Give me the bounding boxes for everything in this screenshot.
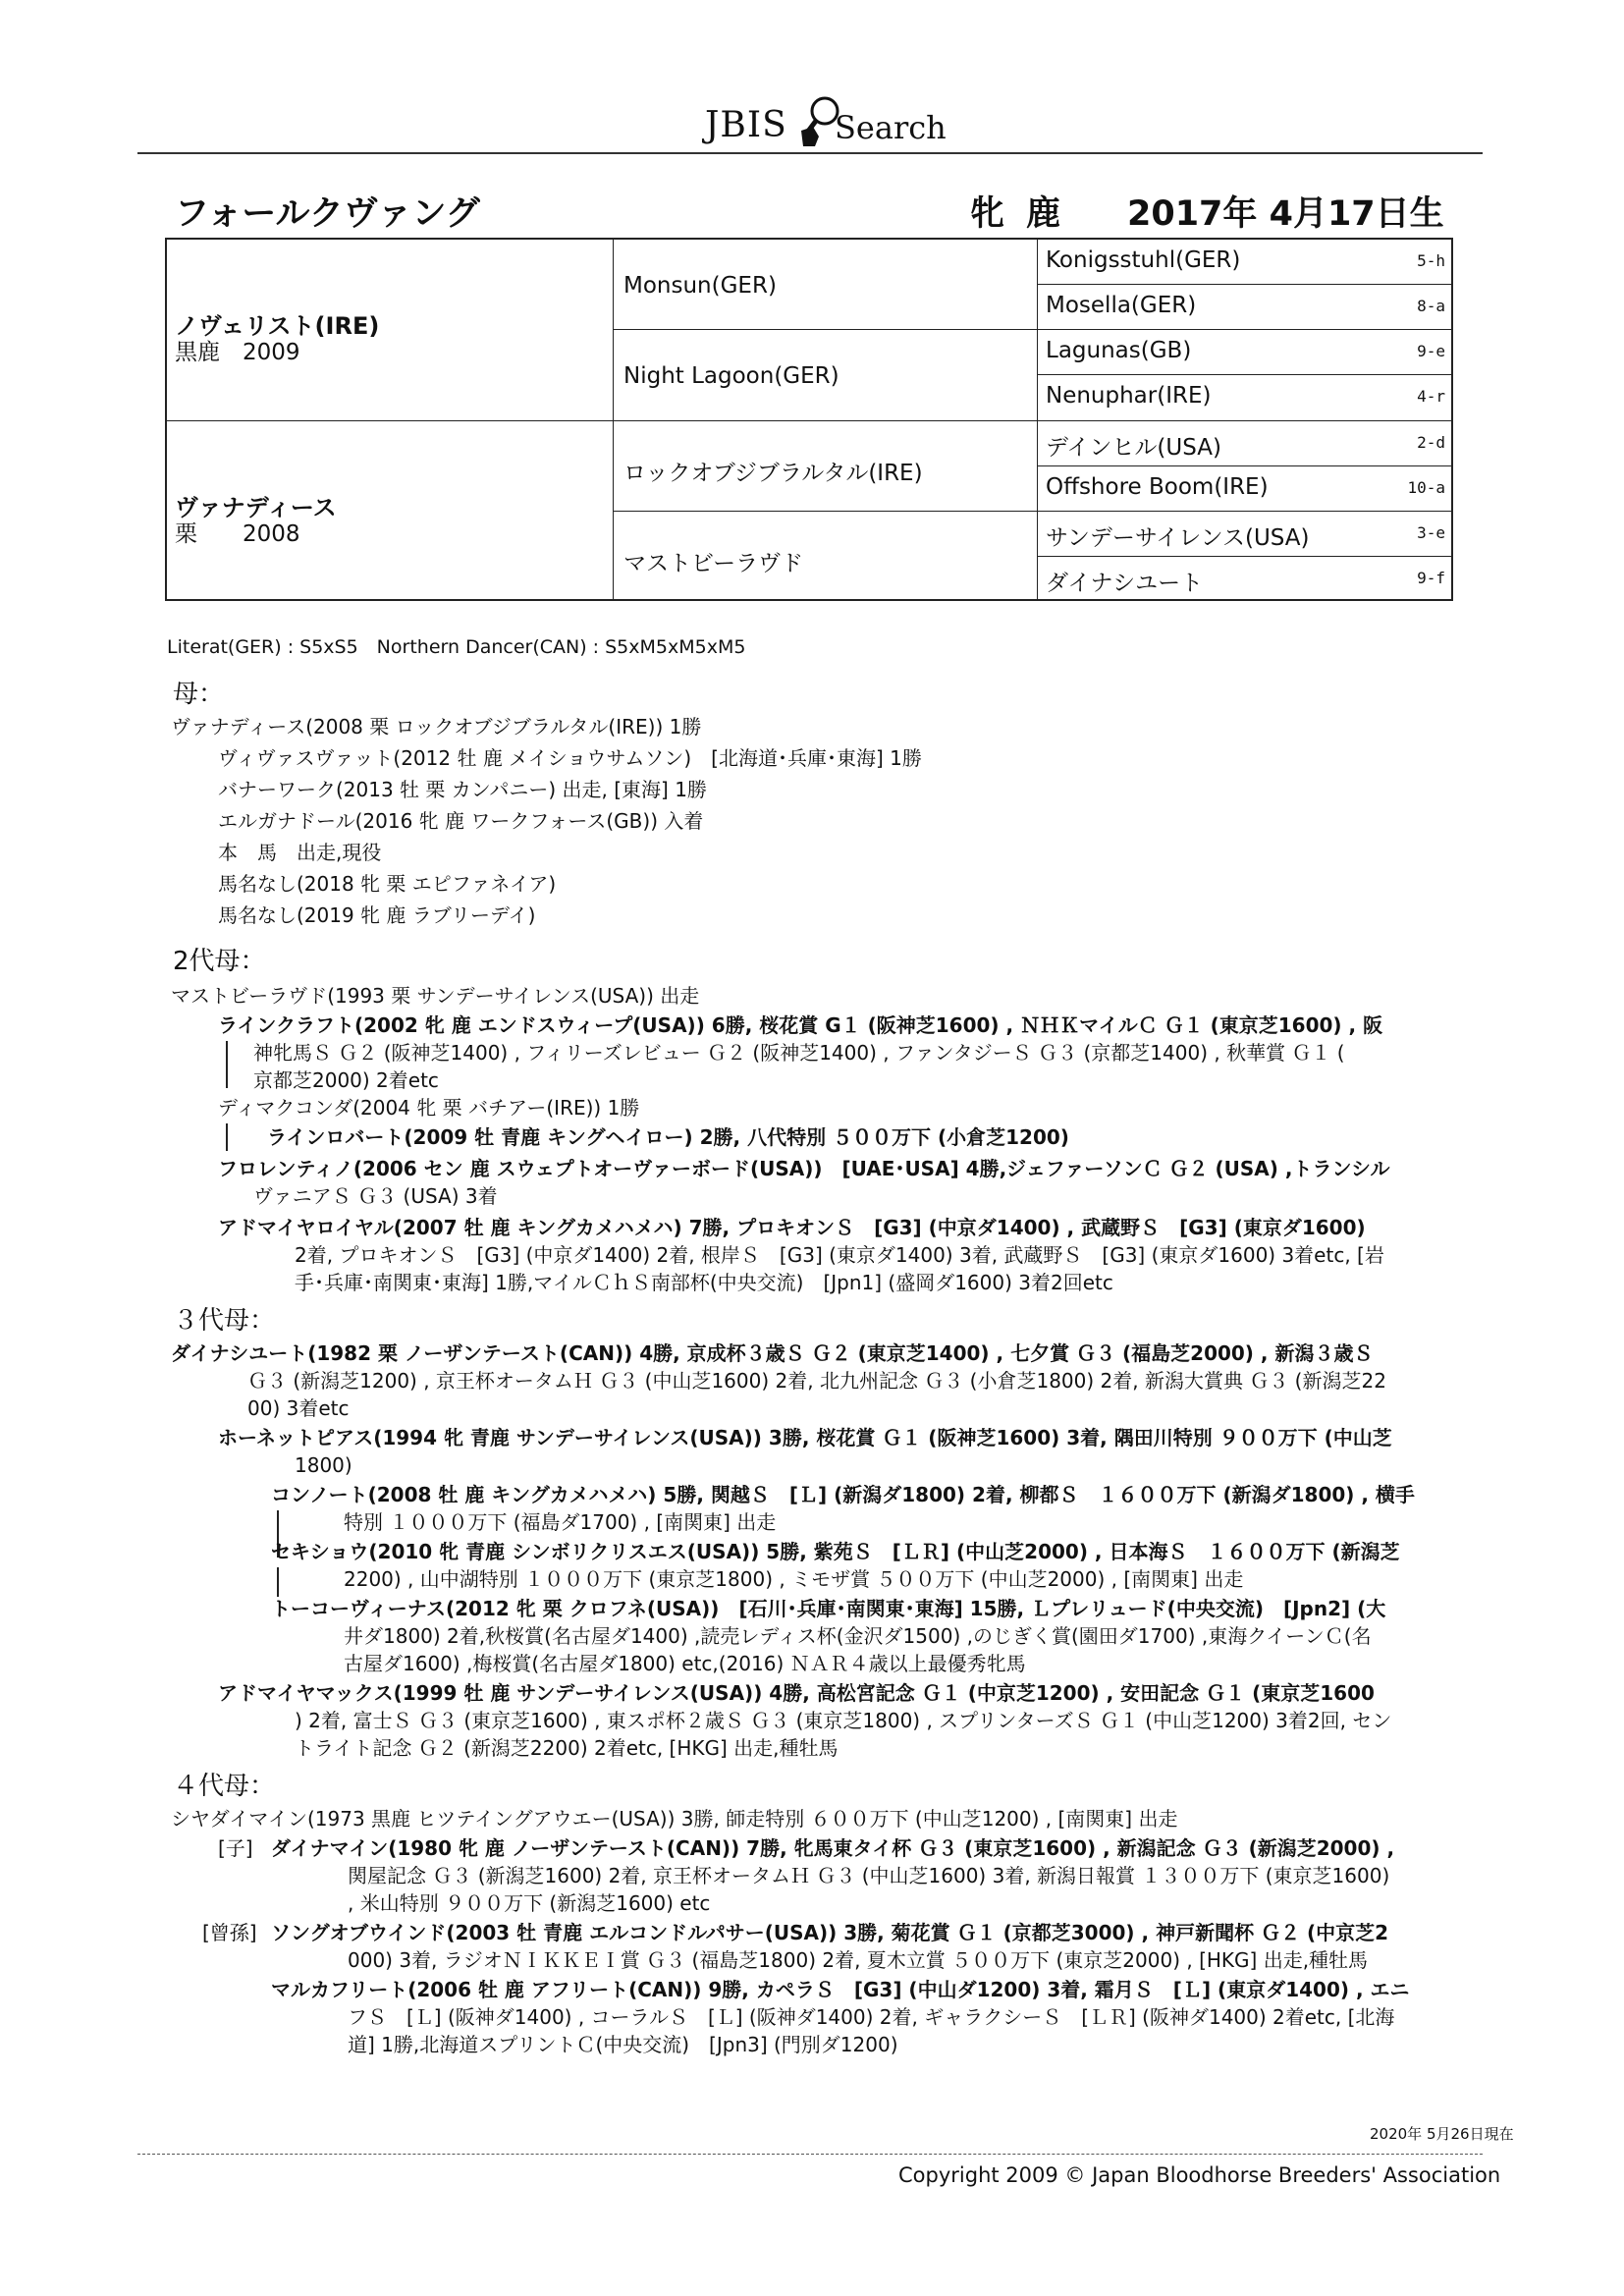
descendant-line: 特別 １０００万下 (福島ダ1700) , [南関東] 出走 <box>344 1510 777 1534</box>
descendant-line: ) 2着, 富士Ｓ Ｇ３ (東京芝1600) , 東スポ杯２歳Ｓ Ｇ３ (東京芝1800) , スプリンターズＳ Ｇ１ (中山芝1200) 3着2回, セン <box>295 1709 1392 1732</box>
section-heading-4th-dam: ４代母： <box>173 1772 276 1801</box>
g2-name: Monsun(GER) <box>623 273 777 299</box>
sibling-line: ヴィヴァスヴァット(2012 牡 鹿 メイショウサムソン) [北海道･兵庫･東海] 1勝 <box>218 746 922 770</box>
pedigree-g2-cell <box>614 421 1038 512</box>
descendant-line: 関屋記念 Ｇ３ (新潟芝1600) 2着, 京王杯オータムＨ Ｇ３ (中山芝1600) 3着, 新潟日報賞 １３００万下 (東京芝1600) <box>348 1864 1390 1887</box>
descendant-line: フＳ [Ｌ] (阪神ダ1400) , コーラルＳ [Ｌ] (阪神ダ1400) 2着, ギャラクシーＳ [ＬＲ] (阪神ダ1400) 2着etc, [北海 <box>348 2005 1395 2029</box>
g3-name: デインヒル(USA) <box>1046 435 1221 461</box>
descendant-line: 手･兵庫･南関東･東海] 1勝,マイルＣｈＳ南部杯(中央交流) [Jpn1] (盛岡ダ1600) 3着2回etc <box>295 1271 1113 1294</box>
dam-name: ヴァナディース <box>175 494 337 521</box>
g3-name: Nenuphar(IRE) <box>1046 383 1212 409</box>
descendant-line: 2着, プロキオンＳ [G3] (中京ダ1400) 2着, 根岸Ｓ [G3] (東京ダ1400) 3着, 武蔵野Ｓ [G3] (東京ダ1600) 3着etc, [岩 <box>295 1243 1384 1267</box>
descendant-line: アドマイヤマックス(1999 牡 鹿 サンデーサイレンス(USA)) 4勝, 高松宮記念 Ｇ１ (中京芝1200) , 安田記念 Ｇ１ (東京芝1600 <box>218 1681 1375 1705</box>
section-heading-2nd-dam: 2代母： <box>173 947 266 976</box>
descendant-line: 古屋ダ1600) ,梅桜賞(名古屋ダ1800) etc,(2016) ＮＡＲ４歳以上最優秀牝馬 <box>344 1652 1026 1675</box>
g2-name: ロックオブジブラルタル(IRE) <box>623 461 923 486</box>
horse-birth-date: 2017年 4月17日生 <box>1127 194 1444 234</box>
descendant-line: 000) 3着, ラジオＮＩＫＫＥＩ賞 Ｇ３ (福島芝1800) 2着, 夏木立賞 ５００万下 (東京芝2000) , [HKG] 出走,種牡馬 <box>348 1948 1369 1972</box>
descendant-line: フロレンティノ(2006 セン 鹿 スウェプトオーヴァーボード(USA)) [UAE･USA] 4勝,ジェファーソンＣ Ｇ２ (USA) ,トランシル <box>218 1157 1390 1180</box>
descendant-line: ソングオブウインド(2003 牡 青鹿 エルコンドルパサー(USA)) 3勝, 菊花賞 Ｇ１ (京都芝3000) , 神戸新聞杯 Ｇ２ (中京芝2 <box>271 1921 1389 1944</box>
third-dam-line: 00) 3着etc <box>247 1396 350 1420</box>
sire-name: ノヴェリスト(IRE) <box>175 312 380 340</box>
as-of-date: 2020年 5月26日現在 <box>1370 2125 1514 2143</box>
pedigree-g2-cell <box>614 240 1038 330</box>
descendant-line: 京都芝2000) 2着etc <box>253 1068 439 1092</box>
sibling-line: エルガナドール(2016 牝 鹿 ワークフォース(GB)) 入着 <box>218 809 704 833</box>
g3-name: Offshore Boom(IRE) <box>1046 474 1269 500</box>
footer-rule <box>137 2154 1483 2155</box>
descendant-line: ディマクコンダ(2004 牝 栗 バチアー(IRE)) 1勝 <box>218 1096 640 1120</box>
descendant-line: ラインクラフト(2002 牝 鹿 エンドスウィープ(USA)) 6勝, 桜花賞 G１ (阪神芝1600) , ＮＨＫマイルＣ Ｇ１ (東京芝1600) , 阪 <box>218 1013 1383 1037</box>
descendant-line: 1800) <box>295 1453 352 1477</box>
relation-label: [子] <box>218 1836 253 1860</box>
jbis-logo <box>687 93 947 152</box>
sibling-line: バナーワーク(2013 牡 栗 カンパニー) 出走, [東海] 1勝 <box>218 778 707 801</box>
lineage-bar <box>277 1567 279 1597</box>
logo-text-jbis: JBIS <box>705 105 787 145</box>
pedigree-dam-cell <box>167 421 614 601</box>
section-heading-3rd-dam: ３代母： <box>173 1306 276 1336</box>
pedigree-g3-cell <box>1038 330 1453 375</box>
family-number: 10-a <box>1407 478 1445 497</box>
descendant-line: コンノート(2008 牡 鹿 キングカメハメハ) 5勝, 関越Ｓ [Ｌ] (新潟ダ1800) 2着, 柳都Ｓ １６００万下 (新潟ダ1800) , 横手 <box>271 1483 1415 1506</box>
pedigree-g3-cell <box>1038 285 1453 330</box>
descendant-line: ダイナマイン(1980 牝 鹿 ノーザンテースト(CAN)) 7勝, 牝馬東タイ杯 Ｇ３ (東京芝1600) , 新潟記念 Ｇ３ (新潟芝2000) , <box>271 1836 1395 1860</box>
pedigree-g2-cell <box>614 330 1038 421</box>
pedigree-g3-cell <box>1038 557 1453 601</box>
lineage-bar <box>226 1041 228 1088</box>
header-rule <box>137 152 1483 154</box>
family-number: 4-r <box>1417 387 1445 406</box>
inbreeding-note: Literat(GER) : S5xS5 Northern Dancer(CAN) : S5xM5xM5xM5 <box>167 636 746 658</box>
pedigree-g3-cell <box>1038 240 1453 285</box>
dam-line: ヴァナディース(2008 栗 ロックオブジブラルタル(IRE)) 1勝 <box>171 715 702 738</box>
descendant-line: マルカフリート(2006 牡 鹿 アフリート(CAN)) 9勝, カペラＳ [G3] (中山ダ1200) 3着, 霜月Ｓ [Ｌ] (東京ダ1400) , エニ <box>271 1978 1410 2001</box>
descendant-line: 井ダ1800) 2着,秋桜賞(名古屋ダ1400) ,読売レディス杯(金沢ダ1500) ,のじぎく賞(園田ダ1700) ,東海クイーンＣ(名 <box>344 1624 1372 1648</box>
sire-info: 黒鹿 2009 <box>175 340 300 365</box>
descendant-line: 神牝馬Ｓ Ｇ２ (阪神芝1400) , フィリーズレビュー Ｇ２ (阪神芝1400) , ファンタジーＳ Ｇ３ (京都芝1400) , 秋華賞 Ｇ１ ( <box>253 1041 1345 1065</box>
family-number: 9-f <box>1417 569 1445 587</box>
sibling-line: 馬名なし(2018 牝 栗 エピファネイア) <box>218 872 557 896</box>
family-number: 2-d <box>1417 433 1445 452</box>
pedigree-table <box>165 238 1453 601</box>
pedigree-sire-cell <box>167 240 614 421</box>
third-dam-line: Ｇ３ (新潟芝1200) , 京王杯オータムＨ Ｇ３ (中山芝1600) 2着, 北九州記念 Ｇ３ (小倉芝1800) 2着, 新潟大賞典 Ｇ３ (新潟芝22 <box>247 1369 1386 1393</box>
pedigree-g3-cell <box>1038 421 1453 466</box>
descendant-line: ラインロバート(2009 牡 青鹿 キングヘイロー) 2勝, 八代特別 ５００万下 (小倉芝1200) <box>267 1125 1069 1149</box>
g3-name: Lagunas(GB) <box>1046 338 1192 363</box>
pedigree-g3-cell <box>1038 375 1453 421</box>
g3-name: Konigsstuhl(GER) <box>1046 247 1241 273</box>
descendant-line: , 米山特別 ９００万下 (新潟芝1600) etc <box>348 1891 711 1915</box>
descendant-line: トライト記念 Ｇ２ (新潟芝2200) 2着etc, [HKG] 出走,種牡馬 <box>295 1736 839 1760</box>
lineage-bar <box>226 1123 228 1151</box>
descendant-line: 2200) , 山中湖特別 １０００万下 (東京芝1800) , ミモザ賞 ５００万下 (中山芝2000) , [南関東] 出走 <box>344 1567 1244 1591</box>
sibling-line: 本 馬 出走,現役 <box>218 841 382 864</box>
pedigree-g2-cell <box>614 512 1038 601</box>
sibling-line: 馬名なし(2019 牝 鹿 ラブリーデイ) <box>218 903 536 927</box>
family-number: 9-e <box>1417 342 1445 360</box>
descendant-line: トーコーヴィーナス(2012 牝 栗 クロフネ(USA)) [石川･兵庫･南関東･東海] 15勝, Ｌプレリュード(中央交流) [Jpn2] (大 <box>271 1597 1386 1620</box>
descendant-line: アドマイヤロイヤル(2007 牡 鹿 キングカメハメハ) 7勝, プロキオンＳ [G3] (中京ダ1400) , 武蔵野Ｓ [G3] (東京ダ1600) <box>218 1216 1366 1239</box>
family-number: 3-e <box>1417 523 1445 542</box>
relation-label: [曾孫] <box>202 1921 257 1944</box>
g3-name: Mosella(GER) <box>1046 293 1197 318</box>
g3-name: サンデーサイレンス(USA) <box>1046 525 1310 551</box>
pedigree-g3-cell <box>1038 512 1453 557</box>
descendant-line: 道] 1勝,北海道スプリントＣ(中央交流) [Jpn3] (門別ダ1200) <box>348 2033 898 2056</box>
family-number: 5-h <box>1417 251 1445 270</box>
fourth-dam-line: シヤダイマイン(1973 黒鹿 ヒツテイングアウエー(USA)) 3勝, 師走特別 ６００万下 (中山芝1200) , [南関東] 出走 <box>171 1807 1178 1831</box>
second-dam-line: マストビーラヴド(1993 栗 サンデーサイレンス(USA)) 出走 <box>171 984 700 1008</box>
section-heading-dam: 母： <box>173 680 225 709</box>
horse-name: フォールクヴァング <box>175 194 480 234</box>
logo-text-search: Search <box>835 109 947 146</box>
horse-sex-color: 牝鹿 <box>970 194 1083 234</box>
descendant-line: ヴァニアＳ Ｇ３ (USA) 3着 <box>253 1184 498 1208</box>
g2-name: マストビーラヴド <box>623 551 804 576</box>
third-dam-line: ダイナシユート(1982 栗 ノーザンテースト(CAN)) 4勝, 京成杯３歳Ｓ Ｇ２ (東京芝1400) , 七夕賞 Ｇ３ (福島芝2000) , 新潟３歳Ｓ <box>171 1341 1374 1365</box>
g2-name: Night Lagoon(GER) <box>623 363 839 389</box>
g3-name: ダイナシユート <box>1046 571 1204 596</box>
family-number: 8-a <box>1417 297 1445 315</box>
descendant-line: ホーネットピアス(1994 牝 青鹿 サンデーサイレンス(USA)) 3勝, 桜花賞 Ｇ１ (阪神芝1600) 3着, 隅田川特別 ９００万下 (中山芝 <box>218 1426 1392 1449</box>
copyright: Copyright 2009 © Japan Bloodhorse Breeders' Association <box>898 2163 1501 2187</box>
dam-info: 栗 2008 <box>175 521 300 547</box>
pedigree-g3-cell <box>1038 466 1453 512</box>
descendant-line: セキショウ(2010 牝 青鹿 シンボリクリスエス(USA)) 5勝, 紫苑Ｓ [ＬＲ] (中山芝2000) , 日本海Ｓ １６００万下 (新潟芝 <box>271 1540 1400 1563</box>
